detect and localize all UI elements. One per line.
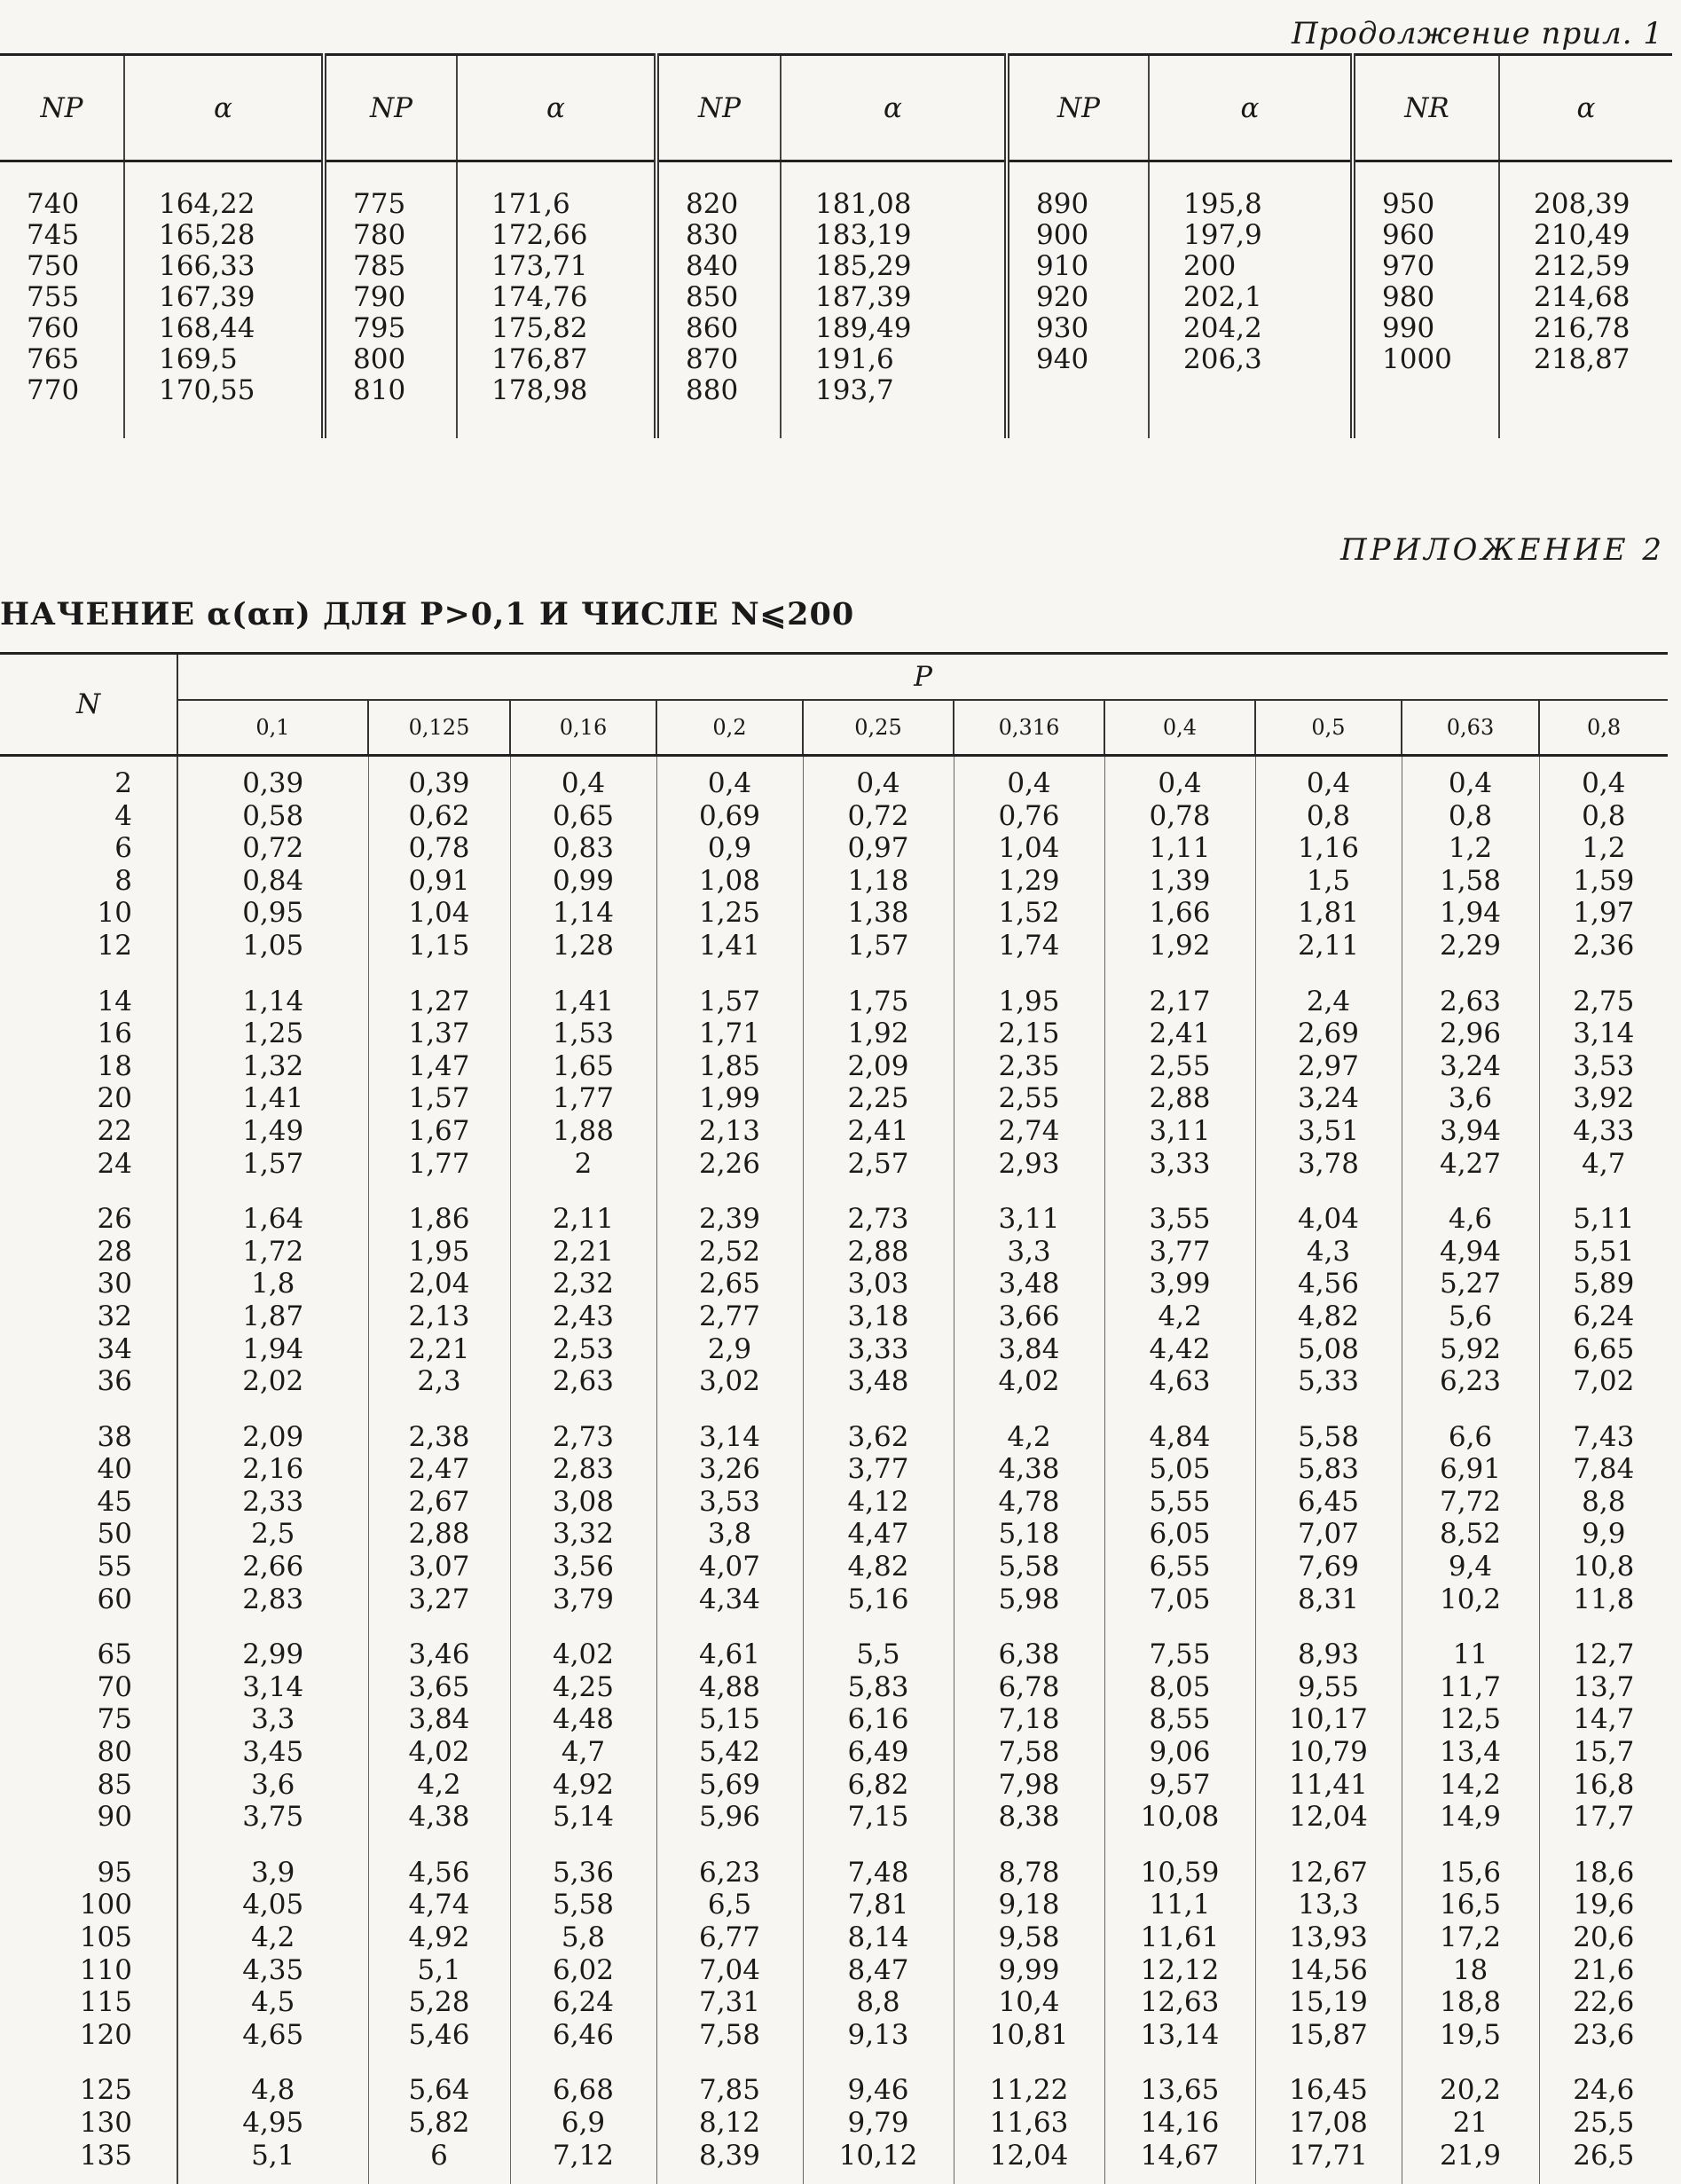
alpha-values: 7,85 8,12 8,39 [656, 2063, 803, 2184]
alpha-values: 1,41 1,53 1,65 1,77 1,88 2 [510, 975, 656, 1193]
top-column [1353, 161, 1499, 439]
alpha-values: 4,04 4,3 4,56 4,82 5,08 5,33 [1255, 1192, 1402, 1410]
alpha-values: 9,46 9,79 10,12 [803, 2063, 954, 2184]
alpha-values: 7,55 8,05 8,55 9,06 9,57 10,08 [1104, 1628, 1255, 1846]
alpha-values: 0,4 0,8 1,16 1,5 1,81 2,11 [1255, 756, 1402, 975]
alpha-values: 0,39 0,62 0,78 0,91 1,04 1,15 [368, 756, 510, 975]
top-column [1007, 161, 1149, 439]
top-column-values: 208,39 210,49 212,59 214,68 216,78 218,87 [1534, 189, 1671, 375]
alpha-values: 8,93 9,55 10,17 10,79 11,41 12,04 [1255, 1628, 1402, 1846]
top-column-values: 820 830 840 850 860 870 880 [686, 189, 779, 406]
alpha-values: 1,95 2,15 2,35 2,55 2,74 2,93 [954, 975, 1104, 1193]
alpha-values: 18,6 19,6 20,6 21,6 22,6 23,6 [1539, 1846, 1668, 2064]
top-column-values: 181,08 183,19 185,29 187,39 189,49 191,6 193,7 [815, 189, 1003, 406]
top-table [0, 53, 1672, 438]
alpha-values: 7,48 7,81 8,14 8,47 8,8 9,13 [803, 1846, 954, 2064]
alpha-values: 0,39 0,58 0,72 0,84 0,95 1,05 [177, 756, 368, 975]
continuation-note: Продолжение прил. 1 [1292, 16, 1663, 51]
alpha-values: 0,4 0,8 1,2 1,59 1,97 2,36 [1539, 756, 1668, 975]
top-table-header [0, 55, 1672, 161]
alpha-values: 6,6 6,91 7,72 8,52 9,4 10,2 [1402, 1410, 1539, 1629]
alpha-values: 0,4 0,78 1,11 1,39 1,66 1,92 [1104, 756, 1255, 975]
alpha-values: 3,62 3,77 4,12 4,47 4,82 5,16 [803, 1410, 954, 1629]
n-header: N [0, 654, 177, 756]
n-values: 26 28 30 32 34 36 [0, 1192, 177, 1410]
top-column [0, 161, 124, 439]
table-title: НАЧЕНИЕ α(αп) ДЛЯ P>0,1 И ЧИСЛЕ N⩽200 [0, 596, 854, 632]
alpha-values: 2,17 2,41 2,55 2,88 3,11 3,33 [1104, 975, 1255, 1193]
n-values: 95 100 105 110 115 120 [0, 1846, 177, 2064]
alpha-values: 5,11 5,51 5,89 6,24 6,65 7,02 [1539, 1192, 1668, 1410]
alpha-values: 11,22 11,63 12,04 [954, 2063, 1104, 2184]
top-header-cell: α [1499, 55, 1672, 161]
alpha-values: 4,56 4,74 4,92 5,1 5,28 5,46 [368, 1846, 510, 2064]
alpha-values: 10,59 11,1 11,61 12,12 12,63 13,14 [1104, 1846, 1255, 2064]
alpha-values: 1,64 1,72 1,8 1,87 1,94 2,02 [177, 1192, 368, 1410]
p-value-header: 0,16 [510, 700, 656, 756]
alpha-values: 6,38 6,78 7,18 7,58 7,98 8,38 [954, 1628, 1104, 1846]
top-column [656, 161, 781, 439]
appendix-label: ПРИЛОЖЕНИЕ 2 [1340, 532, 1665, 568]
alpha-values: 0,4 0,8 1,2 1,58 1,94 2,29 [1402, 756, 1539, 975]
alpha-values: 1,86 1,95 2,04 2,13 2,21 2,3 [368, 1192, 510, 1410]
alpha-values: 0,4 0,65 0,83 0,99 1,14 1,28 [510, 756, 656, 975]
alpha-values: 5,5 5,83 6,16 6,49 6,82 7,15 [803, 1628, 954, 1846]
alpha-values: 0,4 0,69 0,9 1,08 1,25 1,41 [656, 756, 803, 975]
alpha-values: 7,43 7,84 8,8 9,9 10,8 11,8 [1539, 1410, 1668, 1629]
top-column [324, 161, 457, 439]
top-column-values: 950 960 970 980 990 1000 [1382, 189, 1497, 375]
top-header-cell: NP [0, 55, 124, 161]
top-column [457, 161, 656, 439]
row-group [0, 1846, 1668, 2064]
alpha-values: 16,45 17,08 17,71 [1255, 2063, 1402, 2184]
row-group [0, 1410, 1668, 1629]
alpha-values: 1,14 1,25 1,32 1,41 1,49 1,57 [177, 975, 368, 1193]
row-group [0, 975, 1668, 1193]
alpha-values: 0,4 0,76 1,04 1,29 1,52 1,74 [954, 756, 1104, 975]
top-header-cell: NP [656, 55, 781, 161]
p-values-row [0, 700, 1668, 756]
alpha-values: 2,75 3,14 3,53 3,92 4,33 4,7 [1539, 975, 1668, 1193]
top-header-cell: α [457, 55, 656, 161]
alpha-values: 3,9 4,05 4,2 4,35 4,5 4,65 [177, 1846, 368, 2064]
alpha-values: 20,2 21 21,9 [1402, 2063, 1539, 2184]
p-value-header: 0,5 [1255, 700, 1402, 756]
top-header-cell: NR [1353, 55, 1499, 161]
top-column [1149, 161, 1353, 439]
alpha-values: 6,68 6,9 7,12 [510, 2063, 656, 2184]
main-header-row [0, 654, 1668, 701]
alpha-values: 6,23 6,5 6,77 7,04 7,31 7,58 [656, 1846, 803, 2064]
top-column [1499, 161, 1672, 439]
top-column-values: 195,8 197,9 200 202,1 204,2 206,3 [1183, 189, 1349, 375]
alpha-values: 4,84 5,05 5,55 6,05 6,55 7,05 [1104, 1410, 1255, 1629]
alpha-values: 5,36 5,58 5,8 6,02 6,24 6,46 [510, 1846, 656, 2064]
n-values: 65 70 75 80 85 90 [0, 1628, 177, 1846]
row-group [0, 1628, 1668, 1846]
alpha-values: 4,61 4,88 5,15 5,42 5,69 5,96 [656, 1628, 803, 1846]
alpha-values: 3,11 3,3 3,48 3,66 3,84 4,02 [954, 1192, 1104, 1410]
alpha-values: 2,39 2,52 2,65 2,77 2,9 3,02 [656, 1192, 803, 1410]
top-column-values: 775 780 785 790 795 800 810 [353, 189, 455, 406]
alpha-values: 1,75 1,92 2,09 2,25 2,41 2,57 [803, 975, 954, 1193]
alpha-values: 11 11,7 12,5 13,4 14,2 14,9 [1402, 1628, 1539, 1846]
p-value-header: 0,2 [656, 700, 803, 756]
p-value-header: 0,125 [368, 700, 510, 756]
p-value-header: 0,63 [1402, 700, 1539, 756]
alpha-values: 15,6 16,5 17,2 18 18,8 19,5 [1402, 1846, 1539, 2064]
alpha-values: 3,55 3,77 3,99 4,2 4,42 4,63 [1104, 1192, 1255, 1410]
alpha-values: 4,02 4,25 4,48 4,7 4,92 5,14 [510, 1628, 656, 1846]
alpha-values: 4,6 4,94 5,27 5,6 5,92 6,23 [1402, 1192, 1539, 1410]
n-values: 38 40 45 50 55 60 [0, 1410, 177, 1629]
top-column-values: 171,6 172,66 173,71 174,76 175,82 176,87 178,98 [491, 189, 653, 406]
alpha-values: 2,4 2,69 2,97 3,24 3,51 3,78 [1255, 975, 1402, 1193]
alpha-values: 3,46 3,65 3,84 4,02 4,2 4,38 [368, 1628, 510, 1846]
alpha-values: 24,6 25,5 26,5 [1539, 2063, 1668, 2184]
top-column [124, 161, 324, 439]
top-header-cell: NP [324, 55, 457, 161]
top-column [781, 161, 1007, 439]
top-header-cell: α [781, 55, 1007, 161]
alpha-values: 12,67 13,3 13,93 14,56 15,19 15,87 [1255, 1846, 1402, 2064]
top-column-values: 164,22 165,28 166,33 167,39 168,44 169,5 170,55 [159, 189, 320, 406]
main-table-body [0, 756, 1668, 2184]
row-group [0, 756, 1668, 975]
alpha-values: 4,2 4,38 4,78 5,18 5,58 5,98 [954, 1410, 1104, 1629]
n-values: 14 16 18 20 22 24 [0, 975, 177, 1193]
alpha-values: 2,73 2,88 3,03 3,18 3,33 3,48 [803, 1192, 954, 1410]
alpha-values: 4,8 4,95 5,1 [177, 2063, 368, 2184]
top-column-values: 890 900 910 920 930 940 [1036, 189, 1147, 375]
alpha-values: 1,57 1,71 1,85 1,99 2,13 2,26 [656, 975, 803, 1193]
alpha-values: 2,38 2,47 2,67 2,88 3,07 3,27 [368, 1410, 510, 1629]
top-header-cell: α [1149, 55, 1353, 161]
alpha-values: 2,99 3,14 3,3 3,45 3,6 3,75 [177, 1628, 368, 1846]
n-values: 2 4 6 8 10 12 [0, 756, 177, 975]
row-group [0, 1192, 1668, 1410]
alpha-values: 1,27 1,37 1,47 1,57 1,67 1,77 [368, 975, 510, 1193]
alpha-values: 13,65 14,16 14,67 [1104, 2063, 1255, 2184]
alpha-values: 12,7 13,7 14,7 15,7 16,8 17,7 [1539, 1628, 1668, 1846]
alpha-values: 5,58 5,83 6,45 7,07 7,69 8,31 [1255, 1410, 1402, 1629]
top-column-values: 740 745 750 755 760 765 770 [27, 189, 122, 406]
top-table-body [0, 161, 1672, 439]
p-value-header: 0,316 [954, 700, 1104, 756]
p-header: P [177, 654, 1668, 701]
p-value-header: 0,25 [803, 700, 954, 756]
p-value-header: 0,4 [1104, 700, 1255, 756]
main-table [0, 652, 1668, 2184]
n-values: 125 130 135 [0, 2063, 177, 2184]
alpha-values: 2,73 2,83 3,08 3,32 3,56 3,79 [510, 1410, 656, 1629]
alpha-values: 5,64 5,82 6 [368, 2063, 510, 2184]
alpha-values: 8,78 9,18 9,58 9,99 10,4 10,81 [954, 1846, 1104, 2064]
alpha-values: 2,09 2,16 2,33 2,5 2,66 2,83 [177, 1410, 368, 1629]
top-header-cell: α [124, 55, 324, 161]
p-value-header: 0,8 [1539, 700, 1668, 756]
alpha-values: 3,14 3,26 3,53 3,8 4,07 4,34 [656, 1410, 803, 1629]
alpha-values: 2,11 2,21 2,32 2,43 2,53 2,63 [510, 1192, 656, 1410]
alpha-values: 2,63 2,96 3,24 3,6 3,94 4,27 [1402, 975, 1539, 1193]
alpha-values: 0,4 0,72 0,97 1,18 1,38 1,57 [803, 756, 954, 975]
top-header-cell: NP [1007, 55, 1149, 161]
p-value-header: 0,1 [177, 700, 368, 756]
row-group [0, 2063, 1668, 2184]
